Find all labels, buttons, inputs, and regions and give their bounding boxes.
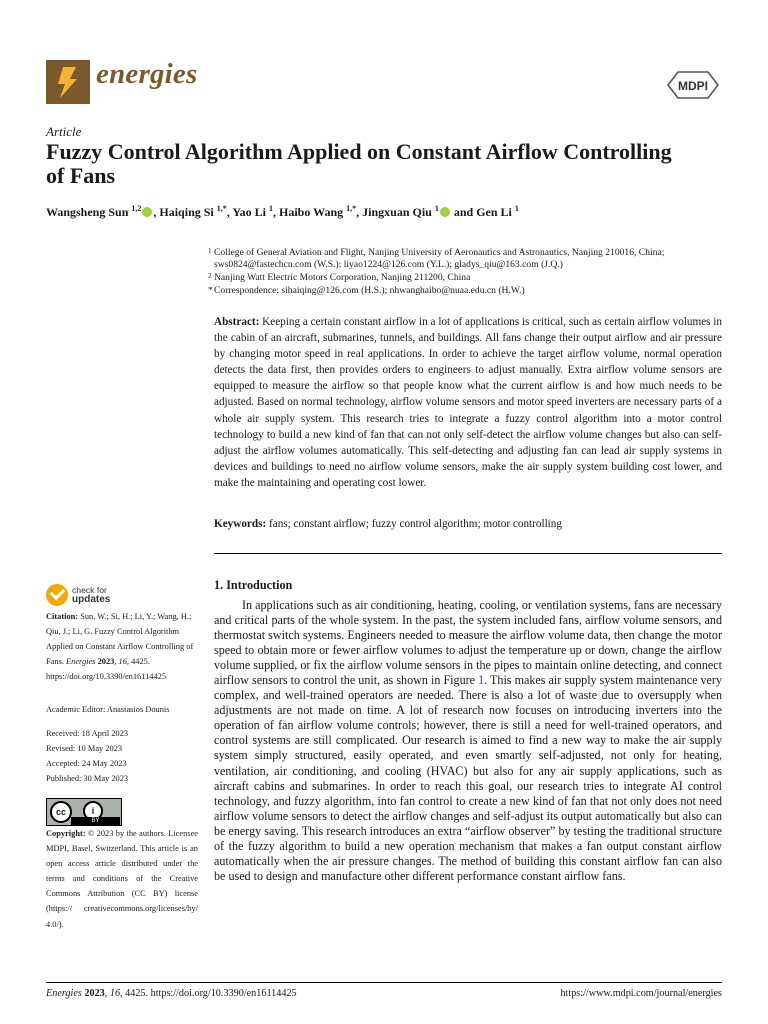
author-affiliation-marker: 1,* [346, 204, 357, 213]
publisher-name: MDPI [678, 79, 708, 93]
footer-divider [46, 982, 722, 983]
figure-link[interactable]: 1 [478, 673, 485, 688]
author-name: Wangsheng Sun [46, 205, 129, 219]
author-list [46, 204, 726, 220]
license-tag: BY [71, 817, 120, 825]
orcid-icon[interactable] [440, 207, 450, 217]
academic-editor: Academic Editor: Anastasios Dounis [46, 705, 170, 714]
orcid-icon[interactable] [142, 207, 152, 217]
author-name: Yao Li [232, 205, 266, 219]
author-separator: , [226, 205, 233, 219]
author-affiliation-marker: 1,* [216, 204, 227, 213]
journal-url[interactable]: https://www.mdpi.com/journal/energies [560, 988, 722, 999]
divider [214, 553, 722, 554]
publisher-logo [666, 70, 720, 100]
affiliation-2: 2 Nanjing Watt Electric Motors Corporation, Nanjing 211200, China [208, 272, 471, 283]
journal-name: energies [96, 58, 198, 90]
author-affiliation-marker: 1 [434, 204, 439, 213]
abstract-label: Abstract: [214, 316, 260, 328]
author-separator: , [273, 205, 279, 219]
copyright: Copyright: © 2023 by the authors. Licensee MDPI, Basel, Switzerland. This article is an open access article distributed under the terms and conditions of the Creative Commons Attribution (CC BY) license (https:// creativecommons.org/licenses/by/ 4.0/). [46, 829, 198, 929]
article-type: Article [46, 124, 82, 139]
author-separator: and [450, 205, 477, 219]
journal-logo [46, 60, 90, 104]
abstract [214, 314, 722, 491]
cc-by-license-badge[interactable] [46, 798, 122, 826]
author-name: Gen Li [476, 205, 512, 219]
abstract-text: Keeping a certain constant airflow in a lot of applications is critical, such as certain airflow volumes in the cabin of an aircraft, submarines, tunnels, and buildings. All fans change their output airflow and air pressure by changing motor speed in real applications. In order to achieve the target airflow volume, normal operation detects the data first, then provides orders to engineers to adjust manually. Extra airflow volume sensors are equipped to measure the airflow so that people know what the current airflow is and how much needs to be adjusted. Based on normal technology, airflow volume sensors and motor speed inverters are necessary parts of a whole air supply system. This research tries to integrate a fuzzy control algorithm into a motor control technology to build a new kind of fan that can not only self-detect the airflow volume changes but also can self-adjust the airflow volumes automatically. This self-detecting and adjusting fan can lead air supply systems in devices and buildings to need no airflow volume sensors, make the air supply system building cost lower, and make the maintaining and operating cost lower. [214, 316, 723, 489]
author-separator: , [153, 205, 160, 219]
attribution-icon: i [83, 801, 103, 821]
author-name: Jingxuan Qiu [362, 205, 432, 219]
section-heading: 1. Introduction [214, 578, 293, 592]
keywords-label: Keywords: [214, 518, 267, 530]
author-affiliation-marker: 1,2 [131, 204, 142, 213]
author-name: Haibo Wang [279, 205, 344, 219]
check-for-updates-badge[interactable]: check for updates [46, 584, 146, 608]
check-icon [46, 584, 68, 606]
lightning-icon [46, 60, 90, 104]
date-received: Received: 18 April 2023 [46, 729, 129, 738]
footer-citation: Energies 2023, 16, 4425. https://doi.org/10.3390/en16114425 [46, 988, 297, 999]
author-separator: , [356, 205, 363, 219]
author-affiliation-marker: 1 [269, 204, 273, 213]
cc-icon: cc [50, 801, 72, 823]
date-accepted: Accepted: 24 May 2023 [46, 759, 127, 768]
author-affiliation-marker: 1 [514, 204, 519, 213]
date-published: Published: 30 May 2023 [46, 774, 129, 783]
author-name: Haiqing Si [159, 205, 214, 219]
keywords-text: fans; constant airflow; fuzzy control algorithm; motor controlling [269, 518, 562, 530]
citation: Citation: Sun, W.; Si, H.; Li, Y.; Wang, H.; Qiu, J.; Li, G. Fuzzy Control Algorithm Applied on Constant Airflow Controlling of Fans. Energies 2023, 16, 4425. https://doi.org/10.3390/en16114425 [46, 612, 194, 682]
keywords [214, 518, 722, 530]
date-revised: Revised: 10 May 2023 [46, 744, 123, 753]
correspondence: * Correspondence: sihaiqing@126.com (H.S.); nhwanghaibo@nuaa.edu.cn (H.W.) [208, 285, 525, 296]
introduction-paragraph: In applications such as air conditioning, heating, cooling, or ventilation systems, fans are necessary and critical parts of the whole system. In the past, the system included fans, airflow volume sensors, and thermostat switch systems. Engineers needed to measure the airflow volume data, then change the motor speed to obtain more or fewer airflow volumes to adjust the temperature up or down, change the airflow volume supplied, or fix the airflow volume sensors in the pipes to maintain online detecting, and connect airflow sensors to control the unit, as shown in Figure 1. This makes air supply system maintenance very complex, and well-trained operators are needed. There is also a lot of waste due to oversupply when adjustments are not made on time. A lot of research now focuses on introducing inverters into the operation of fan airflow volume controls; however, there is still a need for well-trained operators, and control systems are still complicated. Our research is aimed to find a new way to make the air supply system simply structured, easily operated, and even smartly self-adjusted, not only for heating, ventilation, air conditioning, and cooling (HVAC) but also for any air supply applications, such as aircraft cabins and submarines. In order to reach this goal, our research tries to integrate AI control technology, and fuzzy algorithm, into fan control to create a new kind of fan that not only does not need airflow volume sensors to detect the airflow changes and self-adjust its output automatically but also can be energy saving. This research introduces an extra “airflow observer” by testing the traditional structure of the fuzzy algorithm to build a new operation mechanism that makes a fan output constant airflow automatically when the air pressure changes. The method of building this constant airflow fan can also be used to design and manufacture other different performance constant airflow fans. [214, 598, 722, 883]
paper-title: Fuzzy Control Algorithm Applied on Constant Airflow Controlling of Fans [46, 139, 672, 188]
affiliation-1: 1 College of General Aviation and Flight, Nanjing University of Aeronautics and Astronautics, Nanjing 210016, China; sws0824@fastechcn.com (W.S.); liyao1224@126.com (Y.L.); gladys_qiu@163.com (J.Q.) [208, 247, 665, 271]
